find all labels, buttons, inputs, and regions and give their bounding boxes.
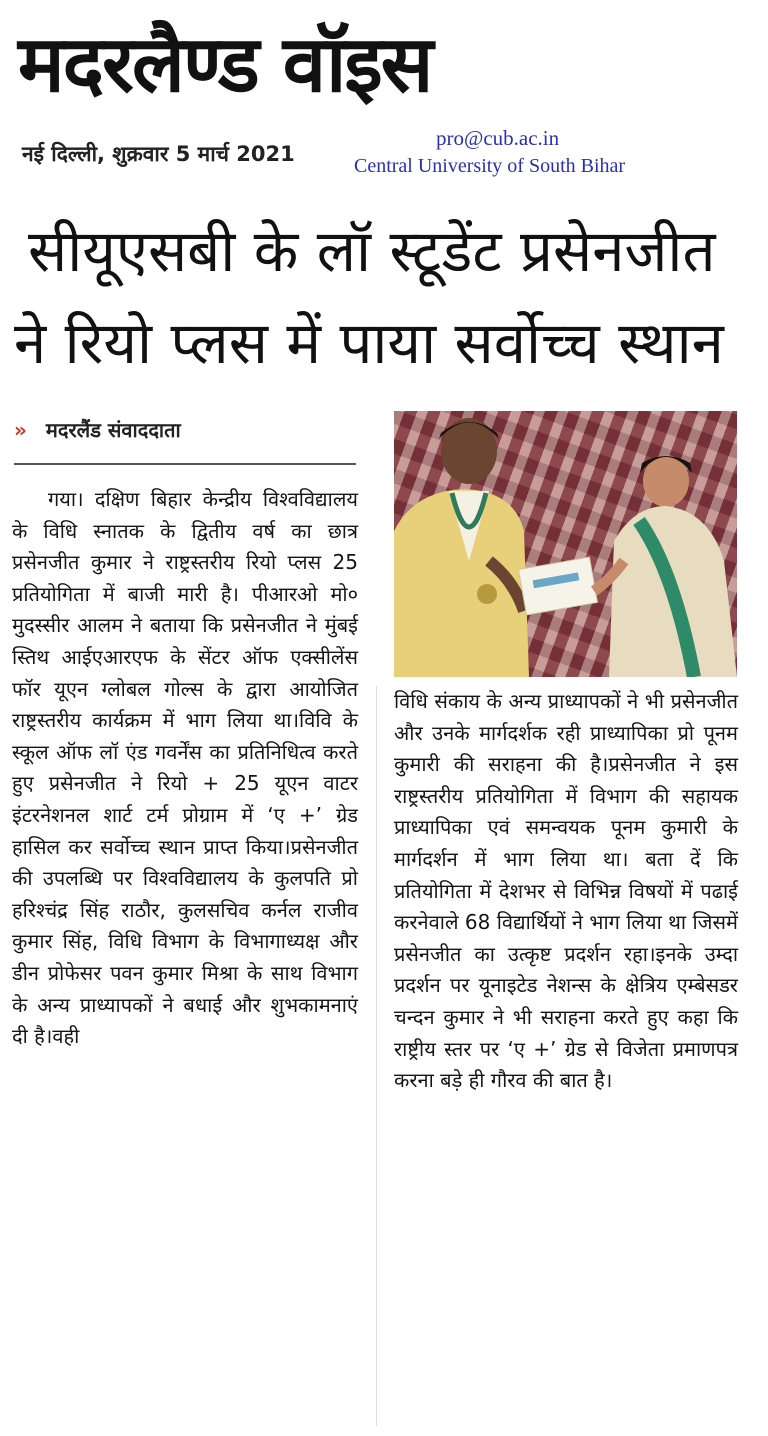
- article-column-right: विधि संकाय के अन्य प्राध्यापकों ने भी प्रसेनजीत और उनके मार्गदर्शक रही प्राध्यापिका प्रो पूनम कुमारी की सराहना की है।प्रसेनजीत ने इस राष्ट्रस्तरीय प्रतियोगिता में विभाग की सहायक प्राध्यापिका एवं समन्वयक पूनम कुमारी के मार्गदर्शन में भाग लिया था। बता दें कि प्रतियोगिता में देशभर से विभिन्न विषयों में पढाई करनेवाले 68 विद्यार्थियों ने भाग लिया था जिसमें प्रसेनजीत का उत्कृष्ट प्रदर्शन रहा।इनके उम्दा प्रदर्शन पर यूनाइटेड नेशन्स के क्षेत्रिय एम्बेसडर चन्दन कुमार ने भी सराहना करते हुए कहा कि राष्ट्रीय स्तर पर ‘ए +’ ग्रेड से विजेता प्रमाणपत्र करना बड़े ही गौरव की बात है।: [394, 689, 738, 1093]
- headline-line-2: ने रियो प्लस में पाया सर्वोच्च स्थान: [14, 309, 724, 377]
- university-stamp: Central University of South Bihar: [354, 155, 626, 177]
- byline: [14, 416, 354, 443]
- byline-text: मदरलैंड संवाददाता: [45, 418, 181, 442]
- article-headline: [14, 205, 754, 389]
- award-photo: [394, 411, 737, 677]
- certificate: [519, 557, 598, 615]
- medal: [477, 584, 497, 604]
- byline-marker: »: [14, 418, 27, 442]
- byline-rule: [14, 463, 356, 465]
- award-photo-illustration: [394, 411, 737, 677]
- newspaper-masthead: मदरलैण्ड वॉइस: [18, 20, 432, 110]
- dateline: नई दिल्ली, शुक्रवार 5 मार्च 2021: [22, 142, 295, 166]
- headline-line-1: सीयूएसबी के लॉ स्टूडेंट प्रसेनजीत: [28, 217, 716, 285]
- column-divider: [376, 686, 377, 1426]
- article-column-left: गया। दक्षिण बिहार केन्द्रीय विश्वविद्यालय के विधि स्नातक के द्वितीय वर्ष का छात्र प्रसेनजीत कुमार ने राष्ट्रस्तरीय रियो प्लस 25 प्रतियोगिता में बाजी मारी है। पीआरओ मो० मुदस्सीर आलम ने बताया कि प्रसेनजीत ने मुंबई स्तिथ आईएआरएफ के सेंटर ऑफ एक्सीलेंस फॉर यूएन ग्लोबल गोल्स के द्वारा आयोजित राष्ट्रस्तरीय कार्यक्रम में भाग लिया था।विवि के स्कूल ऑफ लॉ एंड गवर्नेंस का प्रतिनिधित्व करते हुए प्रसेनजीत ने रियो + 25 यूएन वाटर इंटरनेशनल शार्ट टर्म प्रोग्राम में ‘ए +’ ग्रेड हासिल कर सर्वोच्च स्थान प्राप्त किया।प्रसेनजीत की उपलब्धि पर विश्वविद्यालय के कुलपति प्रो हरिश्चंद्र सिंह राठौर, कुलसचिव कर्नल राजीव कुमार सिंह, विधि विभाग के विभागाध्यक्ष और डीन प्रोफेसर पवन कुमार मिश्रा के साथ विभाग के अन्य प्राध्यापकों ने बधाई और शुभकामनाएं दी है।वही: [12, 487, 358, 1049]
- pro-email-stamp: pro@cub.ac.in: [436, 126, 560, 150]
